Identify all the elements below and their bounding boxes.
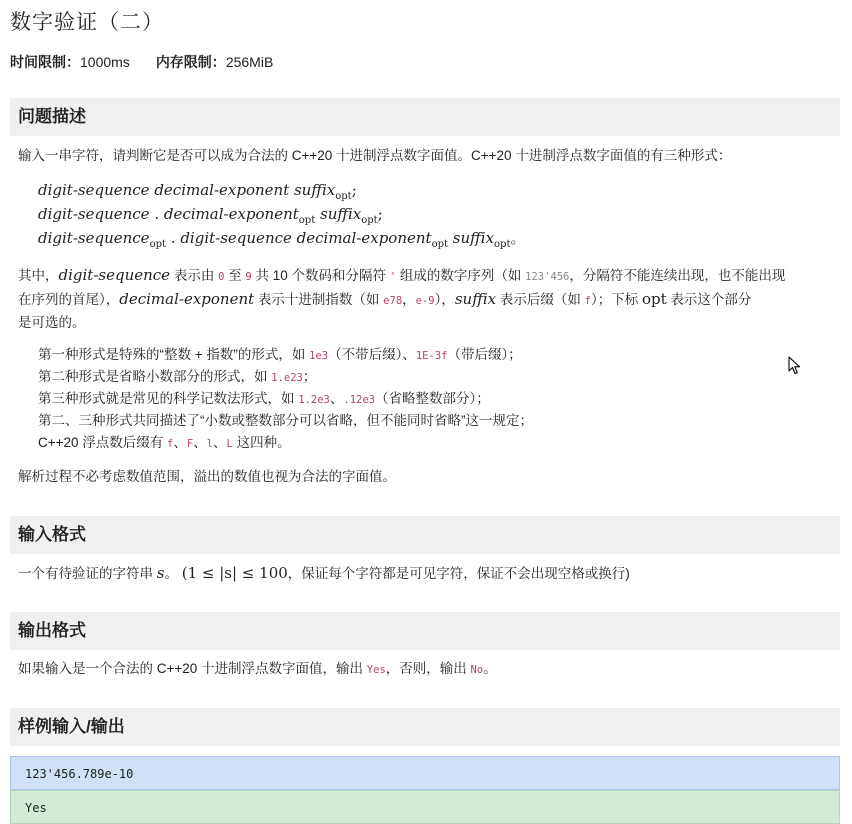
section-header-input-format: 输入格式 (10, 516, 840, 554)
explain-code: e-9 (415, 295, 435, 307)
explain-text: 组成的数字序列（如 (396, 268, 526, 283)
explain-line-1 (18, 264, 838, 288)
explain-text: 至 (224, 268, 246, 283)
list-text: 、 (213, 435, 227, 450)
explain-code: e78 (383, 295, 403, 307)
description-intro: 输入一串字符，请判断它是否可以成为合法的 C++20 十进制浮点数字面值。C++20 十进制浮点数字面值的有三种形式： (18, 148, 732, 163)
list-text: （省略整数部分）； (374, 391, 490, 406)
limits-bar (10, 52, 273, 72)
form-3-end: 。 (510, 230, 526, 247)
form-1-end: ; (351, 181, 357, 199)
form-3-opt-1: opt (149, 239, 167, 250)
output-format-code: No (470, 664, 484, 676)
form-2-end: ; (377, 205, 383, 223)
explain-math: decimal-exponent (119, 290, 255, 308)
description-explain (18, 264, 838, 334)
list-code: 1E-3f (415, 350, 448, 362)
explain-text: 表示后缀（如 (496, 292, 585, 307)
explain-text: 表示十进制指数（如 (254, 292, 384, 307)
list-item: 第二、三种形式共同描述了“小数或整数部分可以省略，但不能同时省略”这一规定； (38, 413, 533, 428)
explain-code: 9 (245, 271, 252, 283)
output-format-part: ，否则，输出 (385, 661, 471, 676)
output-format-code: Yes (366, 664, 386, 676)
explain-math: suffix (454, 290, 497, 308)
explain-code: 123'456 (525, 271, 570, 283)
explain-math: opt (641, 290, 667, 308)
list-text: 、 (329, 391, 344, 406)
explain-text: 其中， (18, 268, 59, 283)
form-3-text-c: suffix (448, 229, 495, 247)
list-code: .12e3 (343, 394, 375, 406)
list-text: 这四种。 (232, 435, 291, 450)
time-limit-label: 时间限制： (10, 54, 80, 70)
explain-text: ， (402, 292, 416, 307)
section-header-samples: 样例输入/输出 (10, 708, 840, 746)
list-item (38, 432, 291, 455)
list-text: （不带后缀）、 (328, 347, 416, 362)
sample-input-box[interactable]: 123'456.789e-10 (10, 756, 840, 790)
explain-text: ，分隔符不能连续出现，也不能出现 (569, 268, 786, 283)
explain-code: ' (389, 271, 397, 283)
list-code: 1.2e3 (298, 394, 330, 406)
input-format-part: 一个有待验证的字符串 (18, 566, 157, 581)
list-item (38, 344, 522, 367)
list-code: F (186, 438, 194, 450)
time-limit-value: 1000ms (80, 54, 130, 70)
list-text: ； (302, 369, 317, 384)
list-text: 、 (193, 435, 207, 450)
form-3-text-b: digit-sequence decimal-exponent (180, 229, 432, 247)
list-code: L (226, 438, 233, 450)
form-3-opt-2: opt (431, 239, 449, 250)
form-2-text-b: decimal-exponent (163, 205, 299, 223)
form-3 (38, 226, 526, 257)
list-text: 、 (173, 435, 187, 450)
section-header-description: 问题描述 (10, 98, 840, 136)
mouse-cursor-icon (788, 356, 802, 376)
list-text: 第二种形式是省略小数部分的形式，如 (38, 369, 272, 384)
list-code: f (167, 438, 174, 450)
list-item (38, 366, 316, 389)
form-2-opt-2: opt (361, 215, 378, 226)
input-format-math: (1 ≤ |s| ≤ 100 (181, 564, 288, 582)
page-title: 数字验证（二） (10, 11, 164, 34)
explain-text: 表示这个部分 (666, 292, 752, 307)
list-code: 1e3 (309, 350, 329, 362)
explain-text: 共 10 个数码和分隔符 (251, 268, 390, 283)
list-code: l (206, 438, 214, 450)
section-header-output-format: 输出格式 (10, 612, 840, 650)
form-2-dot: . (149, 205, 164, 223)
form-2-text-a: digit-sequence (38, 205, 150, 223)
form-1-text: digit-sequence decimal-exponent suffix (38, 181, 336, 199)
explain-text: ）；下标 (590, 292, 642, 307)
list-text: 第一种形式是特殊的“整数 + 指数”的形式，如 (38, 347, 310, 362)
description-note: 解析过程不必考虑数值范围，溢出的数值也视为合法的字面值。 (18, 469, 396, 484)
explain-line-2 (18, 288, 838, 312)
input-format-text (18, 562, 838, 585)
explain-text: 表示由 (170, 268, 219, 283)
explain-code: f (584, 295, 591, 307)
input-format-part: ，保证每个字符都是可见字符，保证不会出现空格或换行) (287, 566, 630, 581)
list-item (38, 388, 490, 411)
list-text: C++20 浮点数后缀有 (38, 435, 168, 450)
form-1-opt: opt (335, 191, 352, 202)
input-format-math: s (156, 564, 165, 582)
form-3-opt-3: opt (494, 239, 511, 250)
memory-limit-value: 256MiB (225, 54, 274, 70)
explain-text: ）， (434, 292, 455, 307)
explain-code: 0 (218, 271, 225, 283)
form-2-opt-1: opt (298, 215, 316, 226)
output-format-text (18, 658, 838, 681)
explain-text: 在序列的首尾）， (18, 292, 120, 307)
explain-math: digit-sequence (58, 266, 171, 284)
memory-limit-label: 内存限制： (155, 54, 226, 70)
form-2-text-c: suffix (315, 205, 362, 223)
sample-output-box[interactable]: Yes (10, 790, 840, 824)
form-3-text-a: digit-sequence (38, 229, 150, 247)
list-code: 1.e23 (271, 372, 303, 384)
form-3-dot: . (166, 229, 181, 247)
explain-line-3: 是可选的。 (18, 315, 86, 330)
output-format-part: 。 (483, 661, 497, 676)
list-text: 第三种形式就是常见的科学记数法形式，如 (38, 391, 299, 406)
output-format-part: 如果输入是一个合法的 C++20 十进制浮点数字面值，输出 (18, 661, 367, 676)
list-text: （带后缀）； (447, 347, 522, 362)
input-format-part: 。 (164, 566, 182, 581)
